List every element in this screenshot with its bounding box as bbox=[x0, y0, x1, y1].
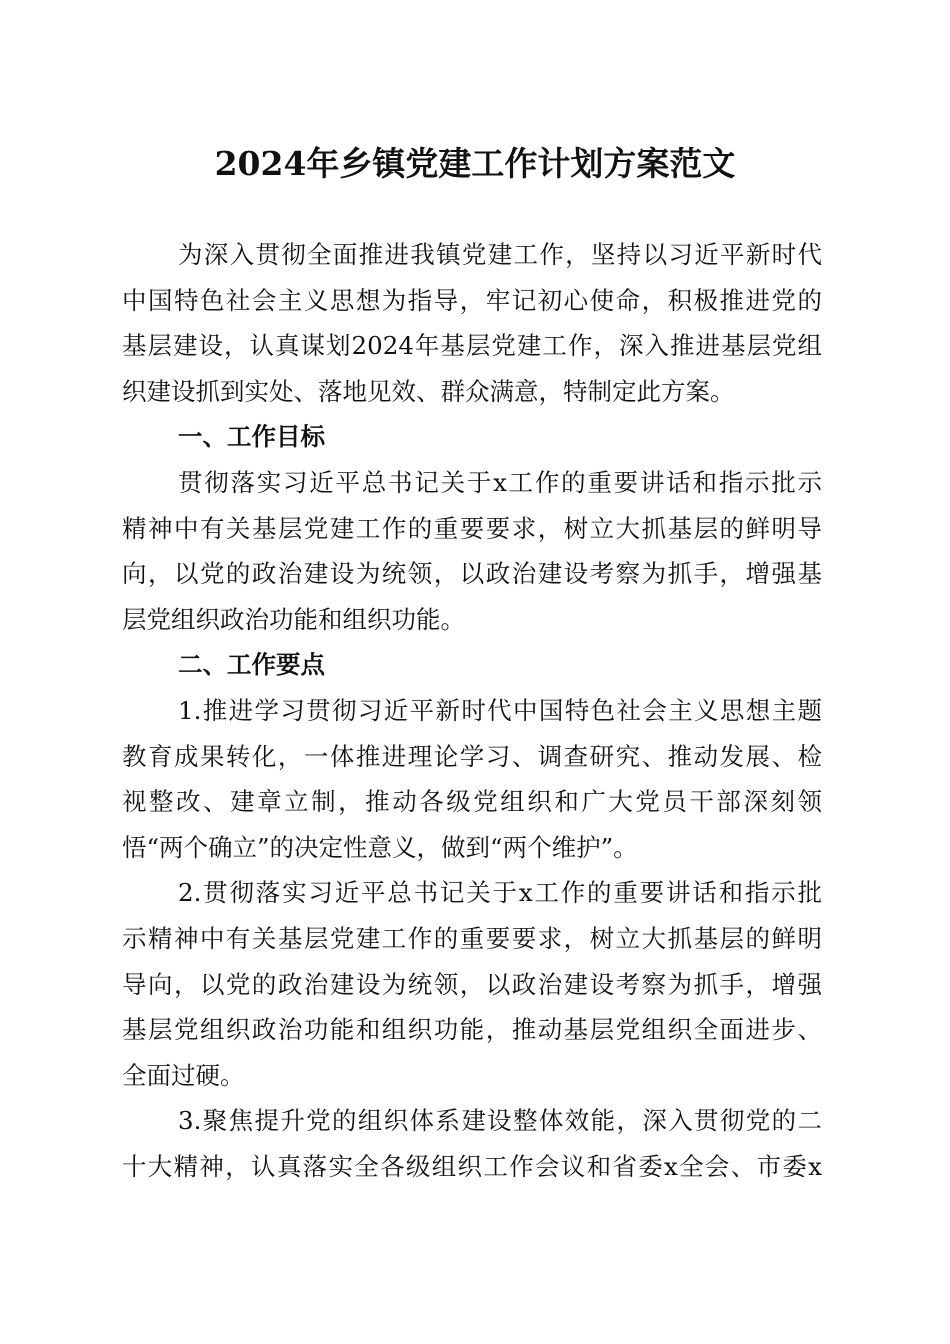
paragraph bbox=[122, 688, 822, 870]
text-line: 视整改、建章立制，推动各级党组织和广大党员干部深刻领 bbox=[122, 787, 822, 817]
text-line: 织建设抓到实处、落地见效、群众满意，特制定此方案。 bbox=[122, 376, 735, 406]
document-title: 2024年乡镇党建工作计划方案范文 bbox=[214, 144, 736, 183]
paragraph bbox=[122, 1098, 822, 1189]
text-line: 层党组织政治功能和组织功能。 bbox=[122, 604, 465, 634]
text-line: 2.贯彻落实习近平总书记关于x工作的重要讲话和指示批 bbox=[178, 878, 822, 908]
text-line: 悟“两个确立”的决定性意义，做到“两个维护”。 bbox=[122, 832, 638, 862]
text-line: 导向，以党的政治建设为统领，以政治建设考察为抓手，增强 bbox=[122, 969, 822, 999]
text-line: 为深入贯彻全面推进我镇党建工作，坚持以习近平新时代 bbox=[178, 240, 822, 269]
text-line: 精神中有关基层党建工作的重要要求，树立大抓基层的鲜明导 bbox=[122, 513, 822, 543]
text-line: 1.推进学习贯彻习近平新时代中国特色社会主义思想主题 bbox=[178, 695, 822, 725]
text-line: 中国特色社会主义思想为指导，牢记初心使命，积极推进党的 bbox=[122, 285, 822, 315]
paragraph bbox=[122, 232, 822, 414]
document-body bbox=[122, 232, 822, 1189]
text-line: 示精神中有关基层党建工作的重要要求，树立大抓基层的鲜明 bbox=[122, 923, 822, 953]
text-line: 3.聚焦提升党的组织体系建设整体效能，深入贯彻党的二 bbox=[178, 1106, 822, 1136]
text-line: 向，以党的政治建设为统领，以政治建设考察为抓手，增强基 bbox=[122, 559, 822, 589]
text-line: 一、工作目标 bbox=[178, 422, 325, 452]
section-heading bbox=[122, 414, 822, 460]
text-line: 全面过硬。 bbox=[122, 1060, 245, 1090]
paragraph bbox=[122, 870, 822, 1098]
text-line: 十大精神，认真落实全各级组织工作会议和省委x全会、市委x bbox=[122, 1151, 822, 1181]
text-line: 贯彻落实习近平总书记关于x工作的重要讲话和指示批示 bbox=[178, 467, 822, 497]
text-line: 教育成果转化，一体推进理论学习、调查研究、推动发展、检 bbox=[122, 741, 822, 771]
section-heading bbox=[122, 642, 822, 688]
paragraph bbox=[122, 460, 822, 642]
text-line: 二、工作要点 bbox=[178, 650, 325, 680]
text-line: 基层建设，认真谋划2024年基层党建工作，深入推进基层党组 bbox=[122, 331, 822, 361]
text-line: 基层党组织政治功能和组织功能，推动基层党组织全面进步、 bbox=[122, 1015, 822, 1045]
